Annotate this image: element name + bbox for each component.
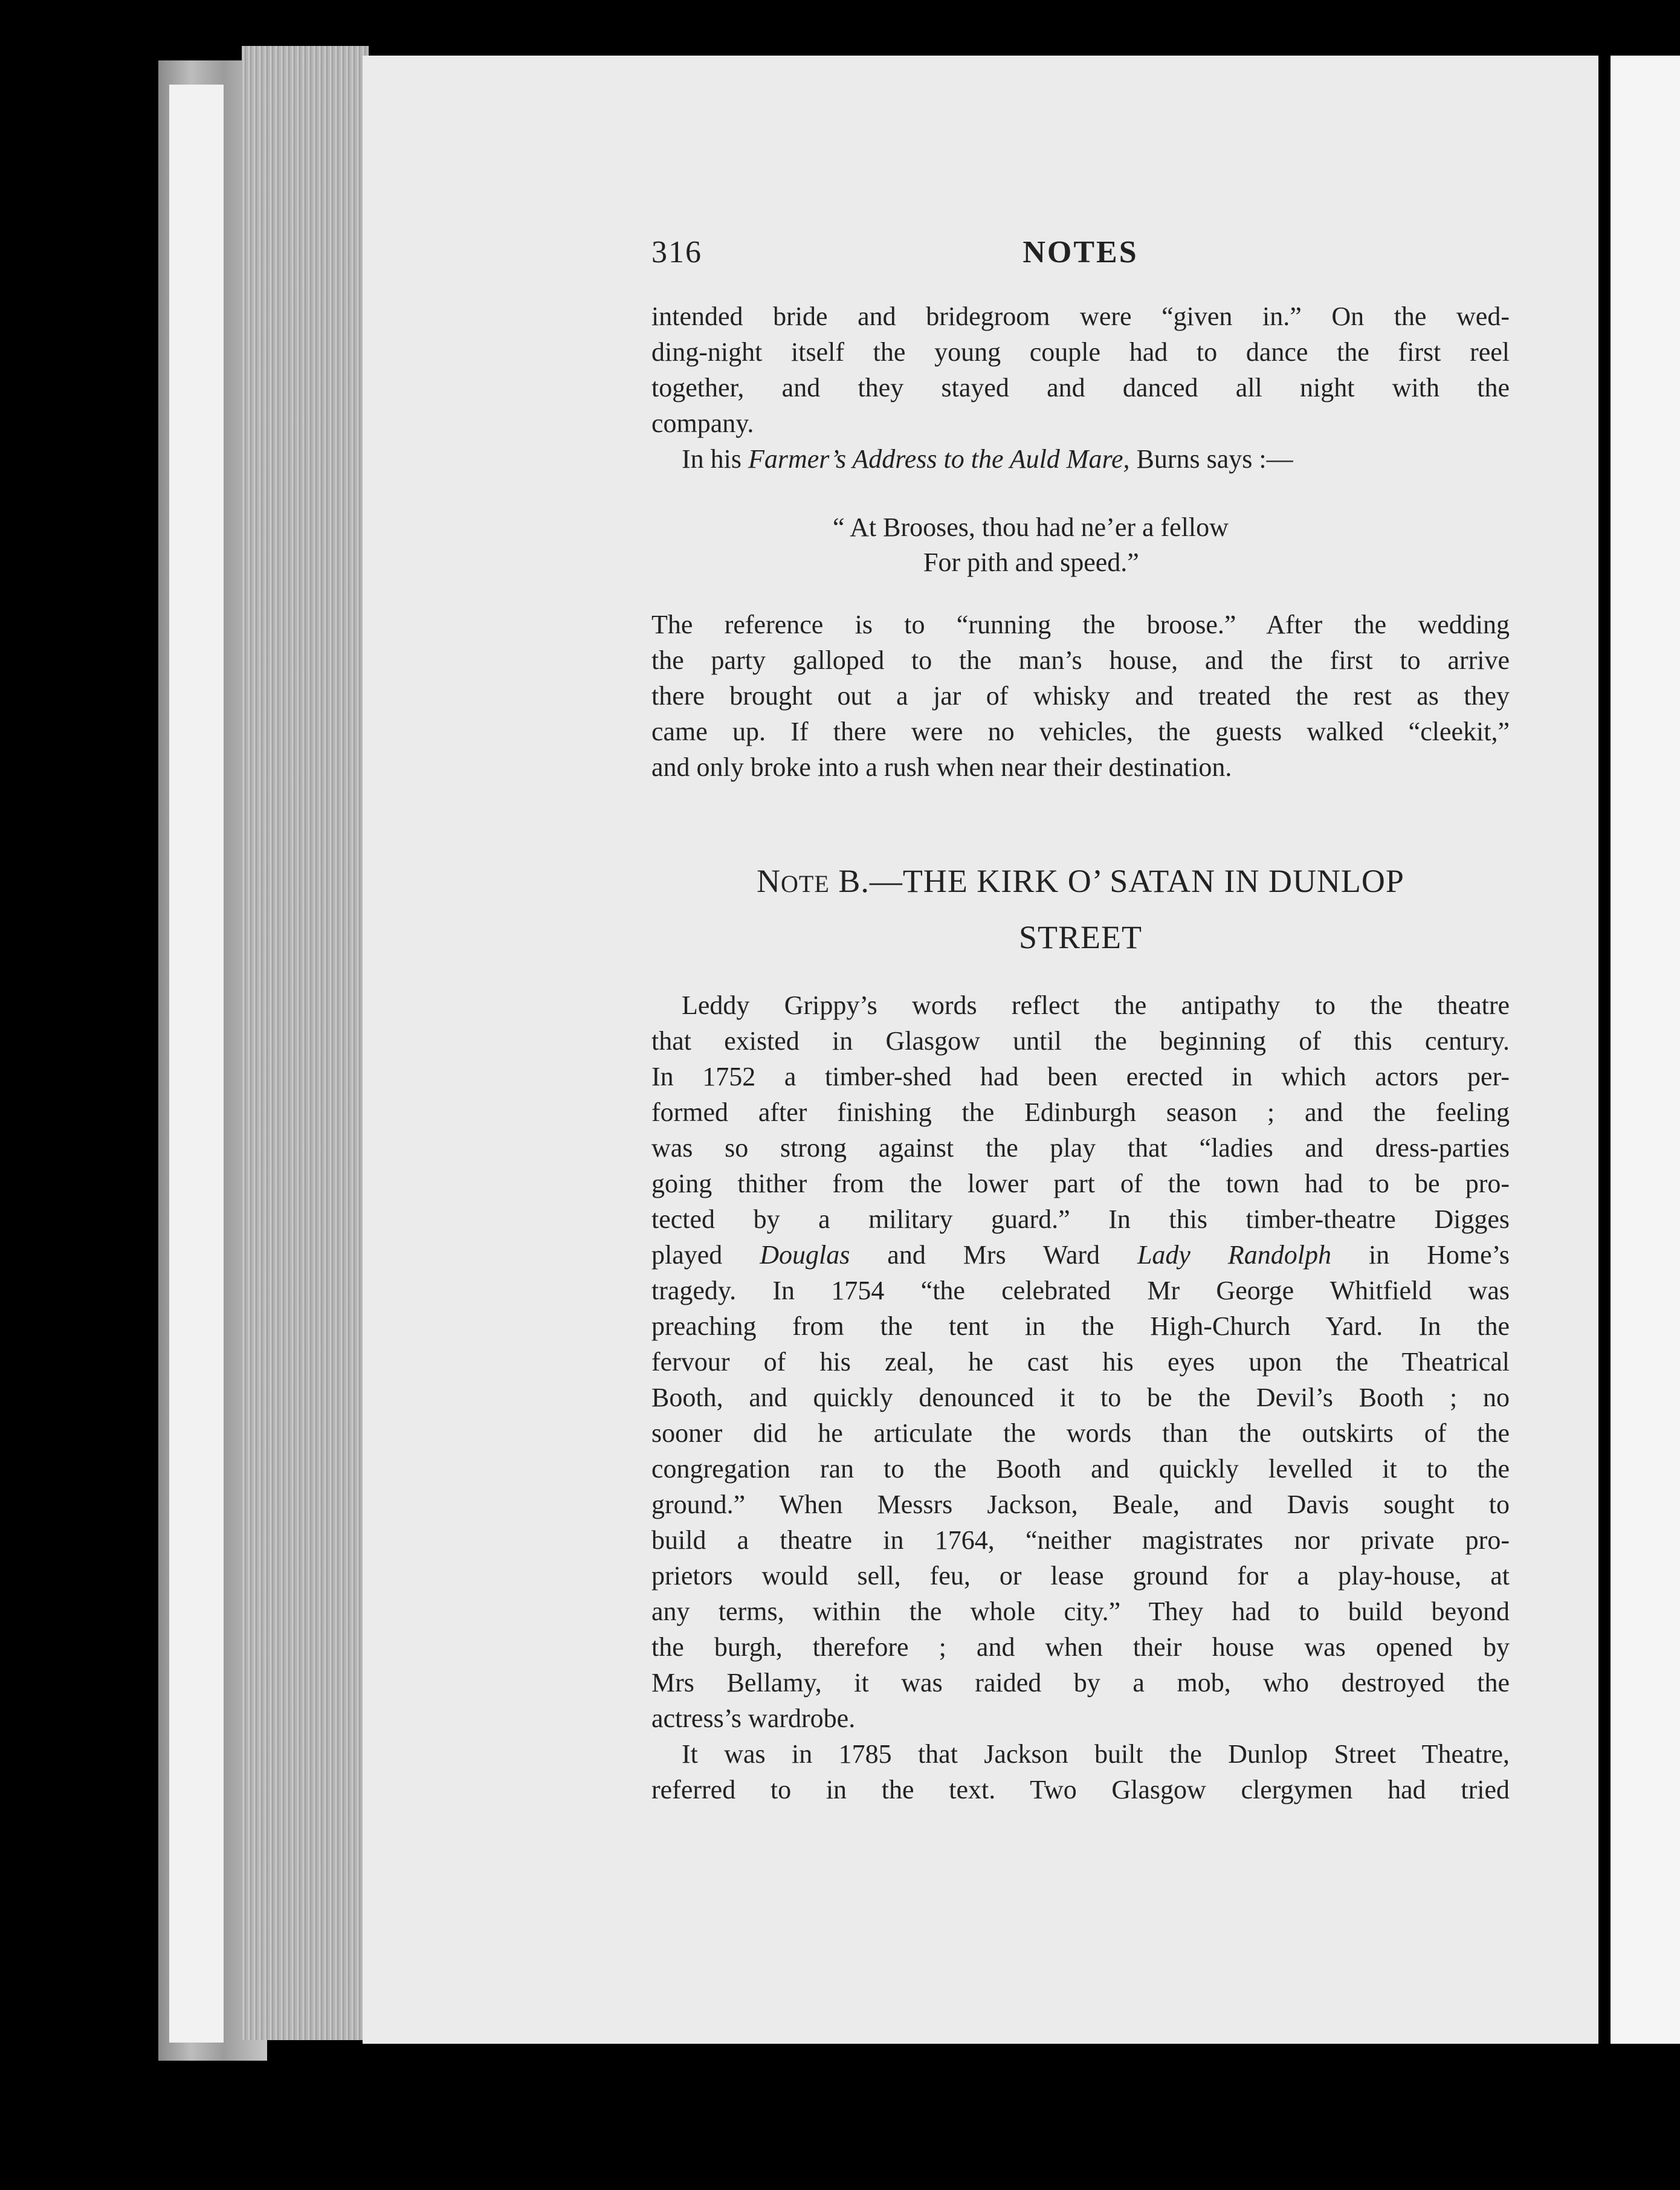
page-header: [651, 234, 1510, 277]
heading-span: OTE: [781, 870, 830, 897]
text-line: any terms, within the whole city.” They had to build beyond: [651, 1597, 1510, 1626]
text-span: In his: [682, 444, 748, 474]
text-block-1: [651, 299, 1510, 477]
text-span: and Mrs Ward: [850, 1240, 1137, 1270]
note-heading-line-2: STREET: [1019, 919, 1142, 955]
paragraph-4: [651, 987, 1510, 1736]
verse-quote: [651, 510, 1510, 580]
text-line: company.: [651, 409, 754, 438]
text-span: in Home’s: [1331, 1240, 1510, 1270]
text-line: the party galloped to the man’s house, and the first to arrive: [651, 645, 1510, 675]
poem-title: Farmer’s Address to the Auld Mare,: [748, 444, 1130, 474]
text-line: prietors would sell, feu, or lease ground for a play-house, at: [651, 1561, 1510, 1591]
text-line: preaching from the tent in the High-Church Yard. In the: [651, 1311, 1510, 1341]
text-span: played: [651, 1240, 760, 1270]
facing-page-edge: [1611, 56, 1680, 2044]
running-title: NOTES: [1023, 235, 1139, 270]
role-title: Lady Randolph: [1137, 1240, 1331, 1270]
text-line: Leddy Grippy’s words reflect the antipathy to the theatre: [682, 990, 1510, 1020]
text-line: tragedy. In 1754 “the celebrated Mr George Whitfield was: [651, 1276, 1510, 1305]
text-line: It was in 1785 that Jackson built the Dunlop Street Theatre,: [682, 1739, 1510, 1769]
text-line: In 1752 a timber-shed had been erected in which actors per-: [651, 1062, 1510, 1091]
note-heading: [651, 854, 1510, 964]
verse-line: For pith and speed.”: [923, 548, 1139, 577]
text-line: build a theatre in 1764, “neither magistrates nor private pro-: [651, 1525, 1510, 1555]
text-line: actress’s wardrobe.: [651, 1704, 856, 1733]
paragraph-1: [651, 299, 1510, 441]
heading-span: N: [757, 863, 781, 899]
text-line: that existed in Glasgow until the beginning of this century.: [651, 1026, 1510, 1056]
paragraph-2: [651, 441, 1510, 477]
text-line: sooner did he articulate the words than the outskirts of the: [651, 1418, 1510, 1448]
text-line: formed after finishing the Edinburgh season ; and the feeling: [651, 1097, 1510, 1127]
text-line: came up. If there were no vehicles, the guests walked “cleekit,”: [651, 717, 1510, 746]
text-line: going thither from the lower part of the town had to be pro-: [651, 1169, 1510, 1198]
text-line: intended bride and bridegroom were “given in.” On the wed-: [651, 302, 1510, 331]
book-page-stack: [242, 46, 369, 2040]
paragraph-3: [651, 607, 1510, 785]
text-line: was so strong against the play that “ladies and dress-parties: [651, 1133, 1510, 1163]
text-line: [651, 1237, 1510, 1273]
text-line: referred to in the text. Two Glasgow clergymen had tried: [651, 1775, 1510, 1804]
verse-line: “ At Brooses, thou had ne’er a fellow: [833, 512, 1229, 542]
note-heading-line-1: [651, 854, 1510, 911]
text-block-3: [651, 987, 1510, 1807]
text-line: tected by a military guard.” In this timber-theatre Digges: [651, 1204, 1510, 1234]
page-number: 316: [651, 235, 702, 270]
text-line: The reference is to “running the broose.” After the wedding: [651, 610, 1510, 639]
text-span: Burns says :—: [1129, 444, 1293, 474]
book-cover-edge: [169, 85, 224, 2043]
text-line: fervour of his zeal, he cast his eyes upon the Theatrical: [651, 1347, 1510, 1377]
text-line: Mrs Bellamy, it was raided by a mob, who destroyed the: [651, 1668, 1510, 1697]
heading-span: B.—THE KIRK O’ SATAN IN DUNLOP: [829, 863, 1404, 899]
text-block-2: [651, 607, 1510, 785]
text-line: congregation ran to the Booth and quickly levelled it to the: [651, 1454, 1510, 1484]
text-line: there brought out a jar of whisky and treated the rest as they: [651, 681, 1510, 711]
play-title: Douglas: [760, 1240, 850, 1270]
text-line: the burgh, therefore ; and when their house was opened by: [651, 1632, 1510, 1662]
text-line: Booth, and quickly denounced it to be the Devil’s Booth ; no: [651, 1383, 1510, 1412]
text-line: together, and they stayed and danced all night with the: [651, 373, 1510, 402]
text-line: ding-night itself the young couple had to dance the first reel: [651, 337, 1510, 367]
text-line: ground.” When Messrs Jackson, Beale, and Davis sought to: [651, 1490, 1510, 1519]
paragraph-5: [651, 1736, 1510, 1807]
text-line: and only broke into a rush when near their destination.: [651, 752, 1232, 782]
